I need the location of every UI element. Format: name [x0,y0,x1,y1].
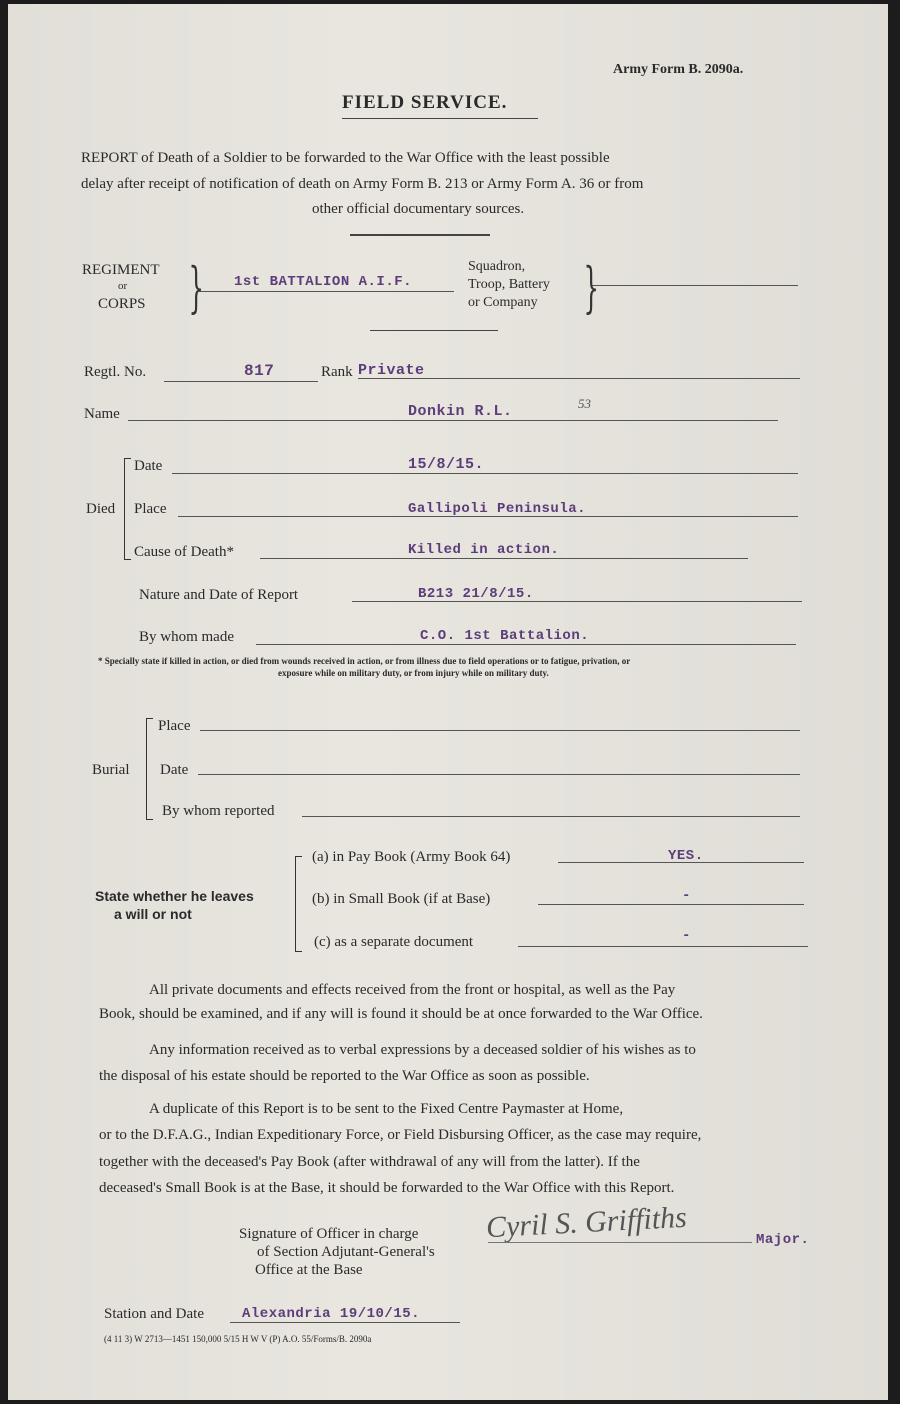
died-date-value: 15/8/15. [408,456,485,473]
rank-value: Private [358,362,425,379]
rank-line [358,378,800,379]
regiment-label: REGIMENT [82,262,160,278]
report-label: Nature and Date of Report [139,587,299,603]
divider [350,234,490,236]
died-place-value: Gallipoli Peninsula. [408,501,587,517]
paragraph-3-line-4: deceased's Small Book is at the Base, it should be forwarded to the War Office with this Report. [99,1180,675,1196]
will-c-label: (c) as a separate document [314,934,474,950]
by-whom-value: C.O. 1st Battalion. [420,628,590,644]
signature-label-3: Office at the Base [255,1262,363,1278]
by-whom-label: By whom made [139,629,234,645]
paragraph-2-line-2: the disposal of his estate should be reported to the War Office as soon as possible. [99,1068,590,1084]
paragraph-3-line-3: together with the deceased's Pay Book (after withdrawal of any will from the latter). If the [99,1154,640,1170]
burial-label: Burial [92,762,130,778]
regtl-no-label: Regtl. No. [84,364,147,380]
regiment-value: 1st BATTALION A.I.F. [234,274,413,290]
rank-label: Rank [321,364,353,380]
will-b-label: (b) in Small Book (if at Base) [312,891,491,907]
will-label-1: State whether he leaves [95,888,254,904]
station-label: Station and Date [104,1306,204,1322]
cause-line [260,558,748,559]
will-bracket [295,856,302,952]
by-whom-line [256,644,796,645]
signature-line [488,1242,752,1243]
signature-label-2: of Section Adjutant-General's [257,1244,435,1260]
name-label: Name [84,406,120,422]
will-c-value: - [682,928,691,944]
will-a-label: (a) in Pay Book (Army Book 64) [312,849,511,865]
corps-label: CORPS [98,296,146,312]
died-date-label: Date [134,458,163,474]
burial-reported-label: By whom reported [162,803,275,819]
burial-reported-line [302,816,800,817]
squadron-label-2: Troop, Battery [468,277,550,292]
intro-line-1: REPORT of Death of a Soldier to be forwarded to the War Office with the least possible [81,150,610,166]
will-b-line [538,904,804,905]
footnote-line-2: exposure while on military duty, or from injury while on military duty. [278,668,549,678]
burial-place-line [200,730,800,731]
died-place-label: Place [134,501,167,517]
form-page [8,4,888,1400]
intro-line-2: delay after receipt of notification of death on Army Form B. 213 or Army Form A. 36 or from [81,176,644,192]
regiment-brace: } [188,256,204,319]
paragraph-3-line-1: A duplicate of this Report is to be sent to the Fixed Centre Paymaster at Home, [149,1101,624,1117]
paragraph-1-line-1: All private documents and effects received from the front or hospital, as well as the Pay [149,982,676,998]
paragraph-1-line-2: Book, should be examined, and if any will is found it should be at once forwarded to the War Office. [99,1006,703,1022]
burial-date-label: Date [160,762,189,778]
regtl-no-line [164,381,318,382]
cause-value: Killed in action. [408,542,560,558]
print-code: (4 11 3) W 2713—1451 150,000 5/15 H W V (P) A.O. 55/Forms/B. 2090a [104,1334,372,1344]
died-date-line [172,473,798,474]
squadron-line [592,285,798,286]
handwritten-signature: Cyril S. Griffiths [485,1200,688,1245]
will-label-2: a will or not [114,906,192,922]
station-value: Alexandria 19/10/15. [242,1306,421,1322]
squadron-brace: } [583,256,599,319]
report-value: B213 21/8/15. [418,586,534,602]
intro-line-3: other official documentary sources. [312,201,525,217]
regtl-no-value: 817 [244,362,275,380]
paragraph-3-line-2: or to the D.F.A.G., Indian Expeditionary Force, or Field Disbursing Officer, as the case may require, [99,1127,702,1143]
paragraph-2-line-1: Any information received as to verbal expressions by a deceased soldier of his wishes as to [149,1042,696,1058]
burial-date-line [198,774,800,775]
burial-place-label: Place [158,718,191,734]
will-b-value: - [682,888,691,904]
signature-label-1: Signature of Officer in charge [239,1226,419,1242]
regiment-or-label: or [118,280,128,292]
title-underline [342,118,538,119]
will-c-line [518,946,808,947]
burial-bracket [146,718,153,820]
signature-rank: Major. [756,1232,810,1248]
died-label: Died [86,501,116,517]
squadron-label-1: Squadron, [468,259,526,274]
name-annotation: 53 [578,396,591,411]
form-number: Army Form B. 2090a. [613,62,744,77]
squadron-label-3: or Company [468,295,538,310]
name-value: Donkin R.L. [408,403,513,420]
regiment-line [198,291,454,292]
station-line [230,1322,460,1323]
name-line [128,420,778,421]
footnote-line-1: * Specially state if killed in action, or died from wounds received in action, or from illness due to field operations or to fatigue, privation, or [98,656,631,666]
cause-label: Cause of Death* [134,544,234,560]
form-title: FIELD SERVICE. [342,92,508,113]
will-a-value: YES. [668,848,704,864]
died-bracket [124,458,131,560]
divider-2 [370,330,498,331]
